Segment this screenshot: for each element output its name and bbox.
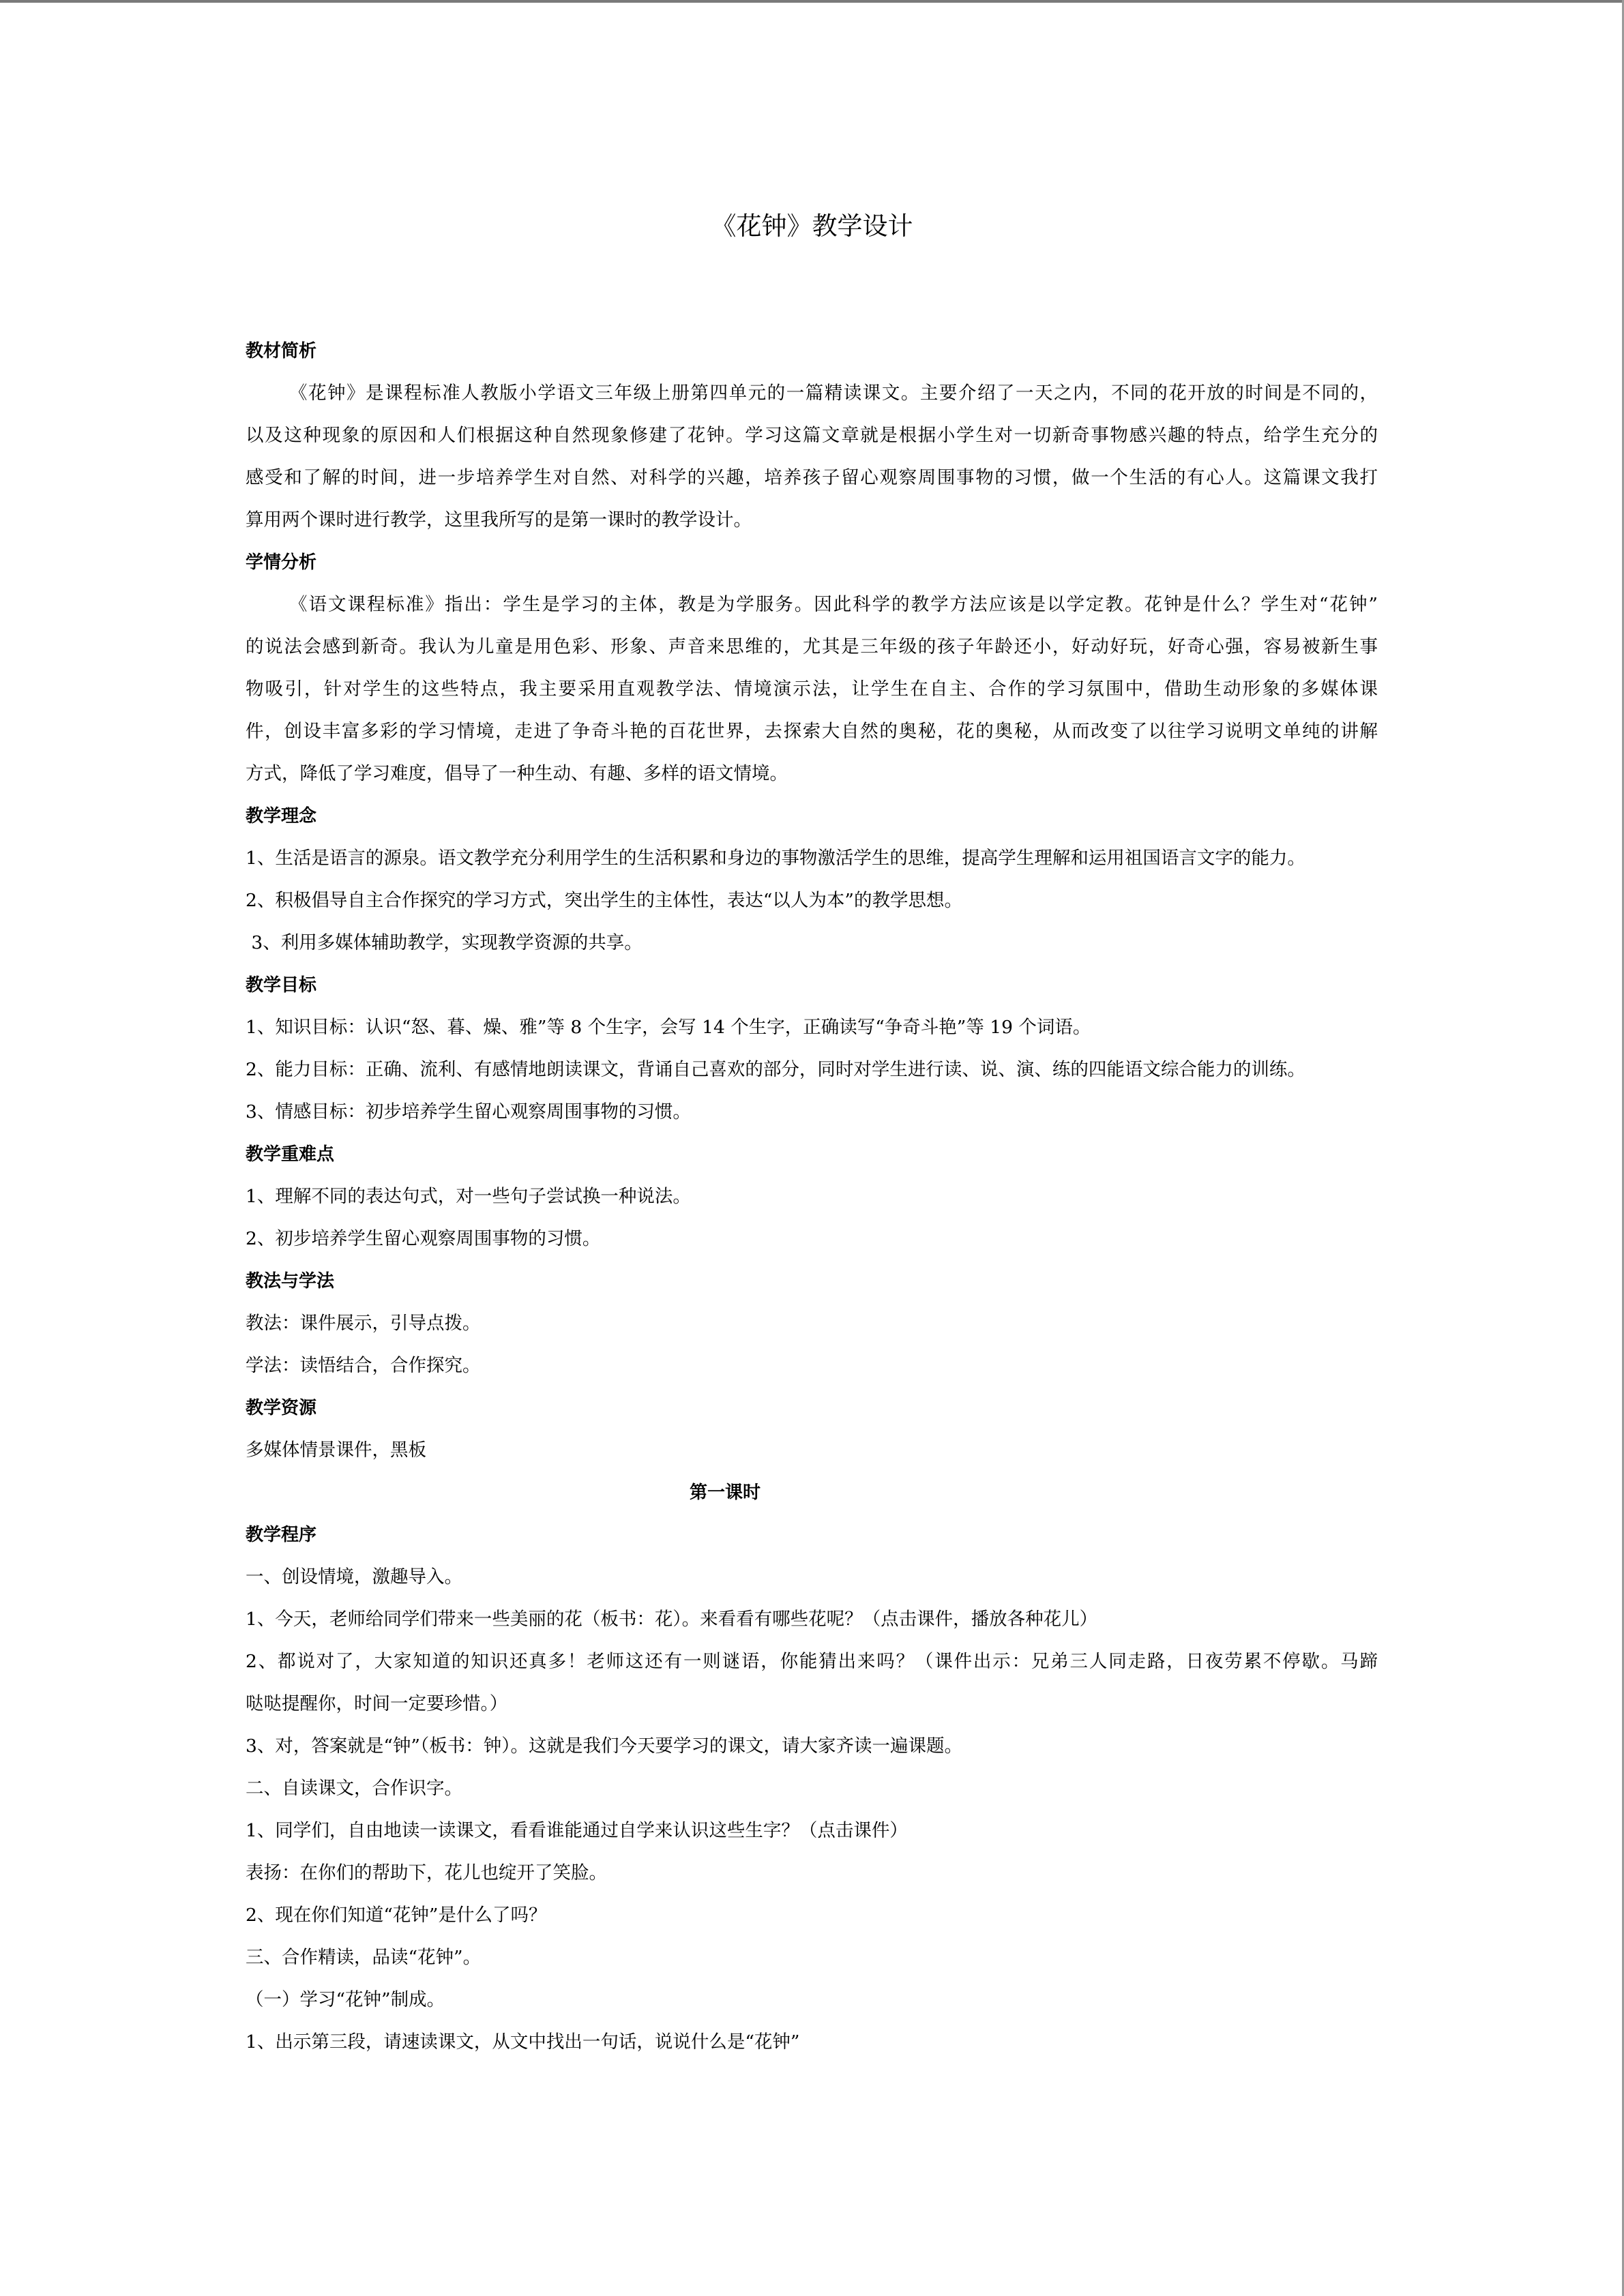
procedure-line: 三、合作精读，品读“花钟”。 bbox=[246, 1947, 482, 1968]
paragraph-line: 《花钟》是课程标准人教版小学语文三年级上册第四单元的一篇精读课文。主要介绍了一天之内，不同的花开放的时间是不同的， bbox=[289, 383, 1378, 404]
paragraph-line: 的说法会感到新奇。我认为儿童是用色彩、形象、声音来思维的，尤其是三年级的孩子年龄还小，好动好玩，好奇心强，容易被新生事 bbox=[246, 636, 1378, 657]
section-heading-learner: 学情分析 bbox=[246, 552, 317, 573]
list-item: 1、知识目标：认识“怒、暮、燥、雅”等 8 个生字，会写 14 个生字，正确读写“争奇斗艳”等 19 个词语。 bbox=[246, 1017, 1091, 1038]
resources-text: 多媒体情景课件，黑板 bbox=[246, 1440, 426, 1461]
lesson-heading: 第一课时 bbox=[689, 1482, 761, 1503]
section-heading-resources: 教学资源 bbox=[246, 1398, 317, 1418]
paragraph-line: 感受和了解的时间，进一步培养学生对自然、对科学的兴趣，培养孩子留心观察周围事物的习惯，做一个生活的有心人。这篇课文我打 bbox=[246, 467, 1378, 488]
procedure-line: 3、对，答案就是“钟”（板书：钟）。这就是我们今天要学习的课文，请大家齐读一遍课题。 bbox=[246, 1735, 962, 1757]
procedure-line: 表扬：在你们的帮助下，花儿也绽开了笑脸。 bbox=[246, 1862, 607, 1883]
procedure-line: （一）学习“花钟”制成。 bbox=[246, 1989, 445, 2010]
list-item: 1、理解不同的表达句式，对一些句子尝试换一种说法。 bbox=[246, 1186, 691, 1207]
procedure-line: 1、出示第三段，请速读课文，从文中找出一句话，说说什么是“花钟” bbox=[246, 2031, 800, 2053]
paragraph-line: 件，创设丰富多彩的学习情境，走进了争奇斗艳的百花世界，去探索大自然的奥秘，花的奥秘，从而改变了以往学习说明文单纯的讲解 bbox=[246, 721, 1378, 742]
paragraph-line: 算用两个课时进行教学，这里我所写的是第一课时的教学设计。 bbox=[246, 509, 752, 531]
list-item: 1、生活是语言的源泉。语文教学充分利用学生的生活积累和身边的事物激活学生的思维，提高学生理解和运用祖国语言文字的能力。 bbox=[246, 848, 1305, 869]
paragraph-line: 《语文课程标准》指出：学生是学习的主体，教是为学服务。因此科学的教学方法应该是以学定教。花钟是什么？学生对“花钟” bbox=[289, 594, 1378, 615]
list-item: 2、积极倡导自主合作探究的学习方式，突出学生的主体性，表达“以人为本”的教学思想。 bbox=[246, 890, 962, 911]
paragraph-line: 以及这种现象的原因和人们根据这种自然现象修建了花钟。学习这篇文章就是根据小学生对一切新奇事物感兴趣的特点，给学生充分的 bbox=[246, 425, 1378, 446]
list-item: 教法：课件展示，引导点拨。 bbox=[246, 1313, 481, 1334]
procedure-line: 一、创设情境，激趣导入。 bbox=[246, 1566, 462, 1587]
section-heading-concept: 教学理念 bbox=[246, 806, 317, 826]
list-item: 学法：读悟结合，合作探究。 bbox=[246, 1355, 481, 1376]
page-title: 《花钟》教学设计 bbox=[711, 211, 913, 241]
list-item: 2、初步培养学生留心观察周围事物的习惯。 bbox=[246, 1228, 601, 1249]
procedure-line: 哒哒提醒你，时间一定要珍惜。） bbox=[246, 1693, 508, 1714]
procedure-line: 2、现在你们知道“花钟”是什么了吗？ bbox=[246, 1905, 547, 1926]
paragraph-line: 物吸引，针对学生的这些特点，我主要采用直观教学法、情境演示法，让学生在自主、合作的学习氛围中，借助生动形象的多媒体课 bbox=[246, 679, 1378, 700]
section-heading-analysis: 教材简析 bbox=[246, 341, 317, 361]
section-heading-goals: 教学目标 bbox=[246, 975, 317, 996]
procedure-line: 二、自读课文，合作识字。 bbox=[246, 1778, 462, 1799]
section-heading-keypoints: 教学重难点 bbox=[246, 1144, 335, 1165]
procedure-line: 1、今天，老师给同学们带来一些美丽的花（板书：花）。来看看有哪些花呢？（点击课件，播放各种花儿） bbox=[246, 1609, 1098, 1630]
section-heading-methods: 教法与学法 bbox=[246, 1271, 335, 1292]
paragraph-line: 方式，降低了学习难度，倡导了一种生动、有趣、多样的语文情境。 bbox=[246, 763, 788, 784]
procedure-line: 1、同学们，自由地读一读课文，看看谁能通过自学来认识这些生字？（点击课件） bbox=[246, 1820, 908, 1841]
section-heading-procedure: 教学程序 bbox=[246, 1525, 317, 1545]
procedure-line: 2、都说对了，大家知道的知识还真多！老师这还有一则谜语，你能猜出来吗？（课件出示：兄弟三人同走路，日夜劳累不停歇。马蹄 bbox=[246, 1651, 1378, 1672]
list-item: 3、情感目标：初步培养学生留心观察周围事物的习惯。 bbox=[246, 1101, 691, 1122]
list-item: 3、利用多媒体辅助教学，实现教学资源的共享。 bbox=[246, 932, 643, 953]
list-item: 2、能力目标：正确、流利、有感情地朗读课文，背诵自己喜欢的部分，同时对学生进行读、说、演、练的四能语文综合能力的训练。 bbox=[246, 1059, 1305, 1080]
